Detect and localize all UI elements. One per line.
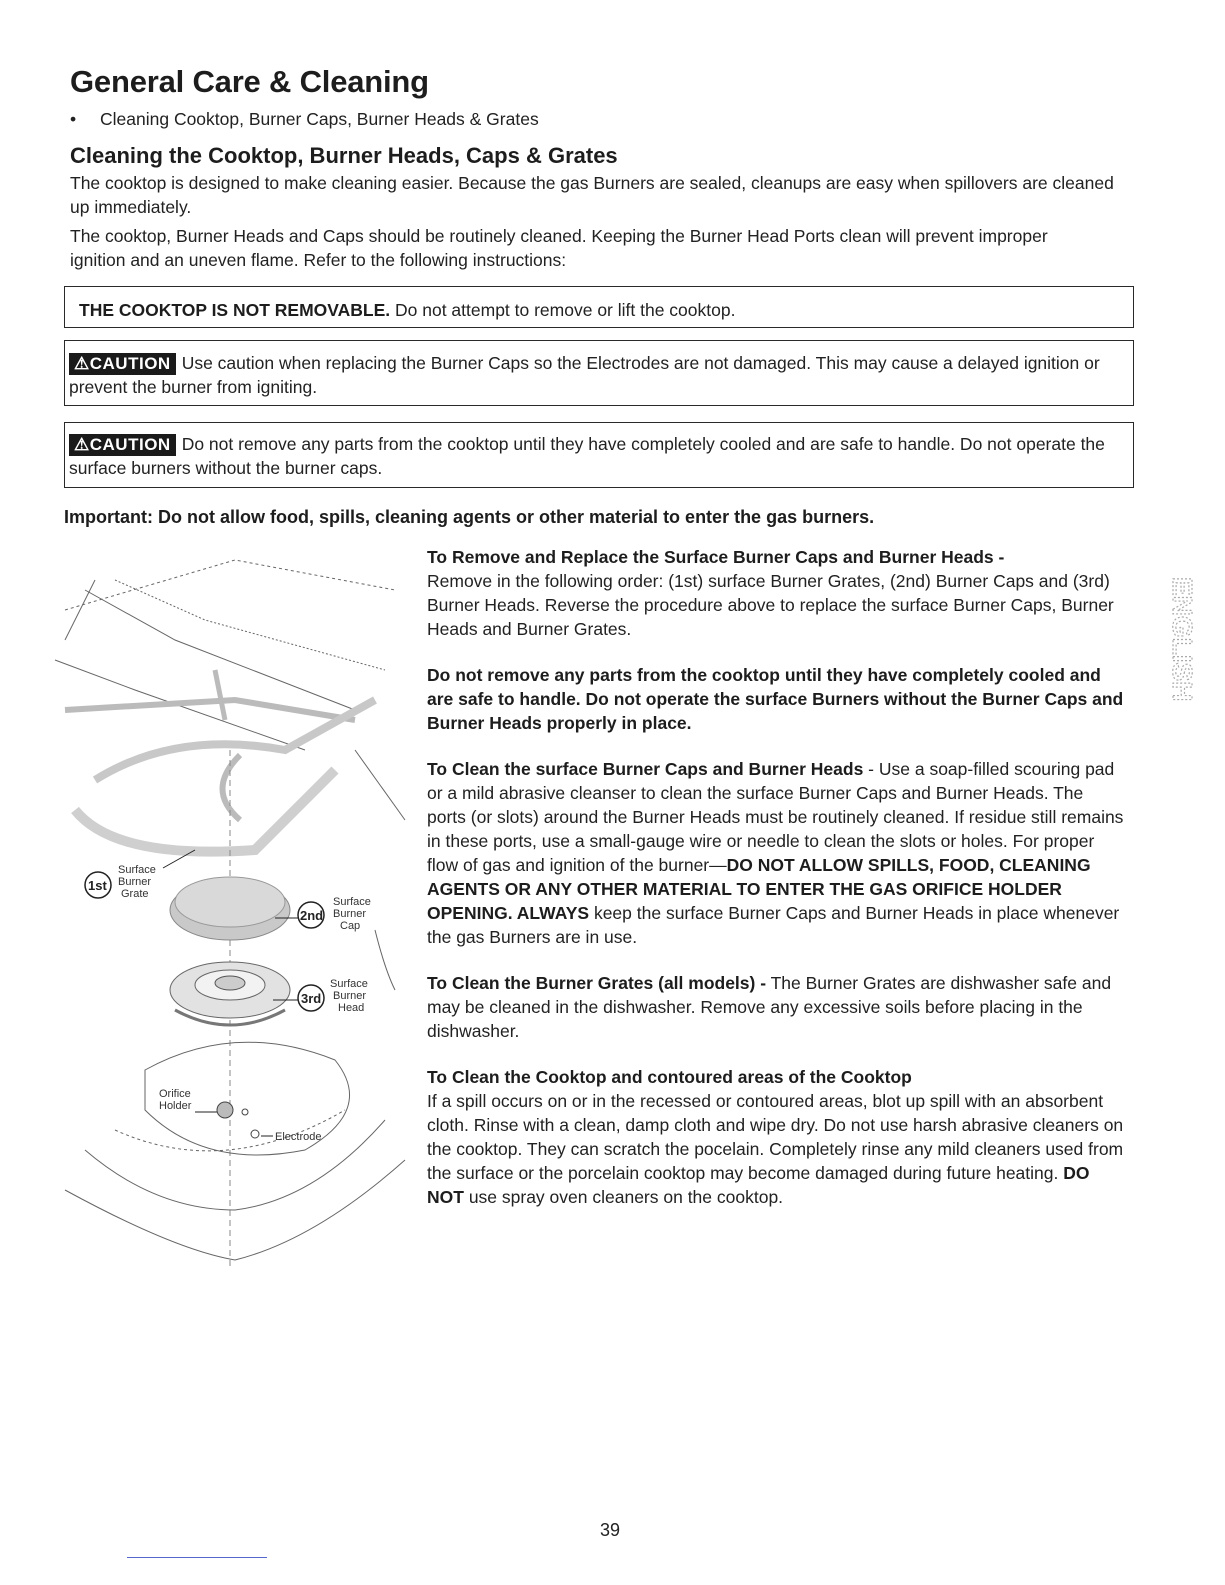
bullet-dot: • <box>70 109 77 129</box>
warning-paragraph <box>427 663 1127 735</box>
bullet-text: Cleaning Cooktop, Burner Caps, Burner Heads & Grates <box>100 109 539 129</box>
svg-text:3rd: 3rd <box>301 991 322 1006</box>
remove-paragraph <box>427 545 1127 641</box>
svg-text:Surface: Surface <box>333 896 371 908</box>
page-number: 39 <box>600 1520 621 1540</box>
right-column <box>427 545 1127 1209</box>
not-removable-text: Do not attempt to remove or lift the cooktop. <box>390 300 736 320</box>
caution-box-2 <box>64 422 1134 488</box>
clean-caps-text-1: - Use a soap-filled scouring pad or a mild abrasive cleanser to clean the surface Burner Caps and Burner Heads. The ports (or slots) around the Burner Heads must be routinely cleaned. If residue still remains in these ports, use a small-gauge wire or needle to clean the slots or holes. For proper flow of gas and ignition of the burner— <box>427 759 1124 875</box>
svg-text:Burner: Burner <box>333 990 367 1002</box>
remove-text: Remove in the following order: (1st) surface Burner Grates, (2nd) Burner Caps and (3rd) Burner Heads. Reverse the procedure above to replace the surface Burner Caps, Burner Heads and Burner Grates. <box>427 571 1114 639</box>
caution-label-2: CAUTION <box>89 435 171 454</box>
callout-electrode <box>261 1131 321 1143</box>
svg-text:1st: 1st <box>88 878 107 893</box>
cooktop-text-1: If a spill occurs on or in the recessed or contoured areas, blot up spill with an absorbent cloth. Rinse with a clean, damp cloth and wipe dry. Do not use harsh abrasive cleaners on the cooktop. They can scratch the pocelain. Completely rinse any mild cleaners used from the surface or the porcelain cooktop may become damaged during future heating. <box>427 1091 1124 1183</box>
callout-orifice <box>159 1088 217 1112</box>
grates-text: The Burner Grates are dishwasher safe and may be cleaned in the dishwasher. Remove any excessive soils before placing in the dishwasher. <box>427 973 1112 1041</box>
caution-text-1: Use caution when replacing the Burner Caps so the Electrodes are not damaged. This may cause a delayed ignition or prevent the burner from igniting. <box>69 353 1100 397</box>
page-title: General Care & Cleaning <box>70 64 429 99</box>
cooktop-text-2: use spray oven cleaners on the cooktop. <box>463 1187 784 1207</box>
grates-paragraph <box>427 971 1127 1043</box>
clean-caps-bold: DO NOT ALLOW SPILLS, FOOD, CLEANING AGENTS OR ANY OTHER MATERIAL TO ENTER THE GAS ORIFICE HOLDER OPENING. ALWAYS <box>427 855 1091 923</box>
bullet-item <box>70 109 539 130</box>
svg-text:ENGLISH: ENGLISH <box>1167 577 1198 702</box>
warning-icon: ⚠ <box>74 354 90 373</box>
caution-badge-2 <box>69 434 176 456</box>
section-subtitle: Cleaning the Cooktop, Burner Heads, Caps & Grates <box>70 143 618 168</box>
important-note: Important: Do not allow food, spills, cleaning agents or other material to enter the gas burners. <box>64 507 875 527</box>
svg-text:Burner: Burner <box>118 876 152 888</box>
warning-bold: Do not remove any parts from the cooktop until they have completely cooled and are safe to handle. Do not operate the surface Burners without the Burner Caps and Burner Heads properly in place. <box>427 665 1124 733</box>
svg-text:Burner: Burner <box>333 908 367 920</box>
caution-badge-1 <box>69 353 176 375</box>
svg-text:Head: Head <box>338 1002 365 1014</box>
svg-text:Cap: Cap <box>340 920 361 932</box>
svg-text:Orifice: Orifice <box>159 1088 191 1100</box>
cooktop-heading: To Clean the Cooktop and contoured areas of the Cooktop <box>427 1067 912 1087</box>
caution-text-2: Do not remove any parts from the cooktop until they have completely cooled and are safe to handle. Do not operate the surface burners without the burner caps. <box>69 434 1105 478</box>
svg-text:Electrode: Electrode <box>275 1131 322 1143</box>
clean-caps-text-2: keep the surface Burner Caps and Burner Heads in place whenever the gas Burners are in use. <box>427 903 1120 947</box>
caution-label-1: CAUTION <box>89 354 171 373</box>
svg-text:Surface: Surface <box>118 864 156 876</box>
svg-text:Grate: Grate <box>121 888 149 900</box>
english-side-tab <box>1145 575 1198 710</box>
remove-heading: To Remove and Replace the Surface Burner Caps and Burner Heads - <box>427 547 1005 567</box>
cooktop-paragraph <box>427 1065 1127 1209</box>
clean-caps-paragraph <box>427 757 1127 949</box>
caution-box-1 <box>64 340 1134 406</box>
warning-icon: ⚠ <box>74 435 90 454</box>
burner-diagram <box>55 550 415 1280</box>
grates-heading: To Clean the Burner Grates (all models) - <box>427 973 767 993</box>
svg-text:Surface: Surface <box>330 978 368 990</box>
clean-caps-heading: To Clean the surface Burner Caps and Burner Heads <box>427 759 864 779</box>
svg-text:2nd: 2nd <box>300 908 324 923</box>
footer-rule <box>127 1557 267 1558</box>
not-removable-bold: THE COOKTOP IS NOT REMOVABLE. <box>79 300 391 320</box>
intro-paragraph-1: The cooktop is designed to make cleaning easier. Because the gas Burners are sealed, cleanups are easy when spillovers are cleaned up immediately. <box>70 173 1114 217</box>
not-removable-box <box>64 286 1134 328</box>
cooktop-bold: DO NOT <box>427 1163 1090 1207</box>
intro-paragraph-2: The cooktop, Burner Heads and Caps should be routinely cleaned. Keeping the Burner Head Ports clean will prevent improper ignition and an uneven flame. Refer to the following instructions: <box>70 226 1048 270</box>
svg-text:Holder: Holder <box>159 1100 192 1112</box>
